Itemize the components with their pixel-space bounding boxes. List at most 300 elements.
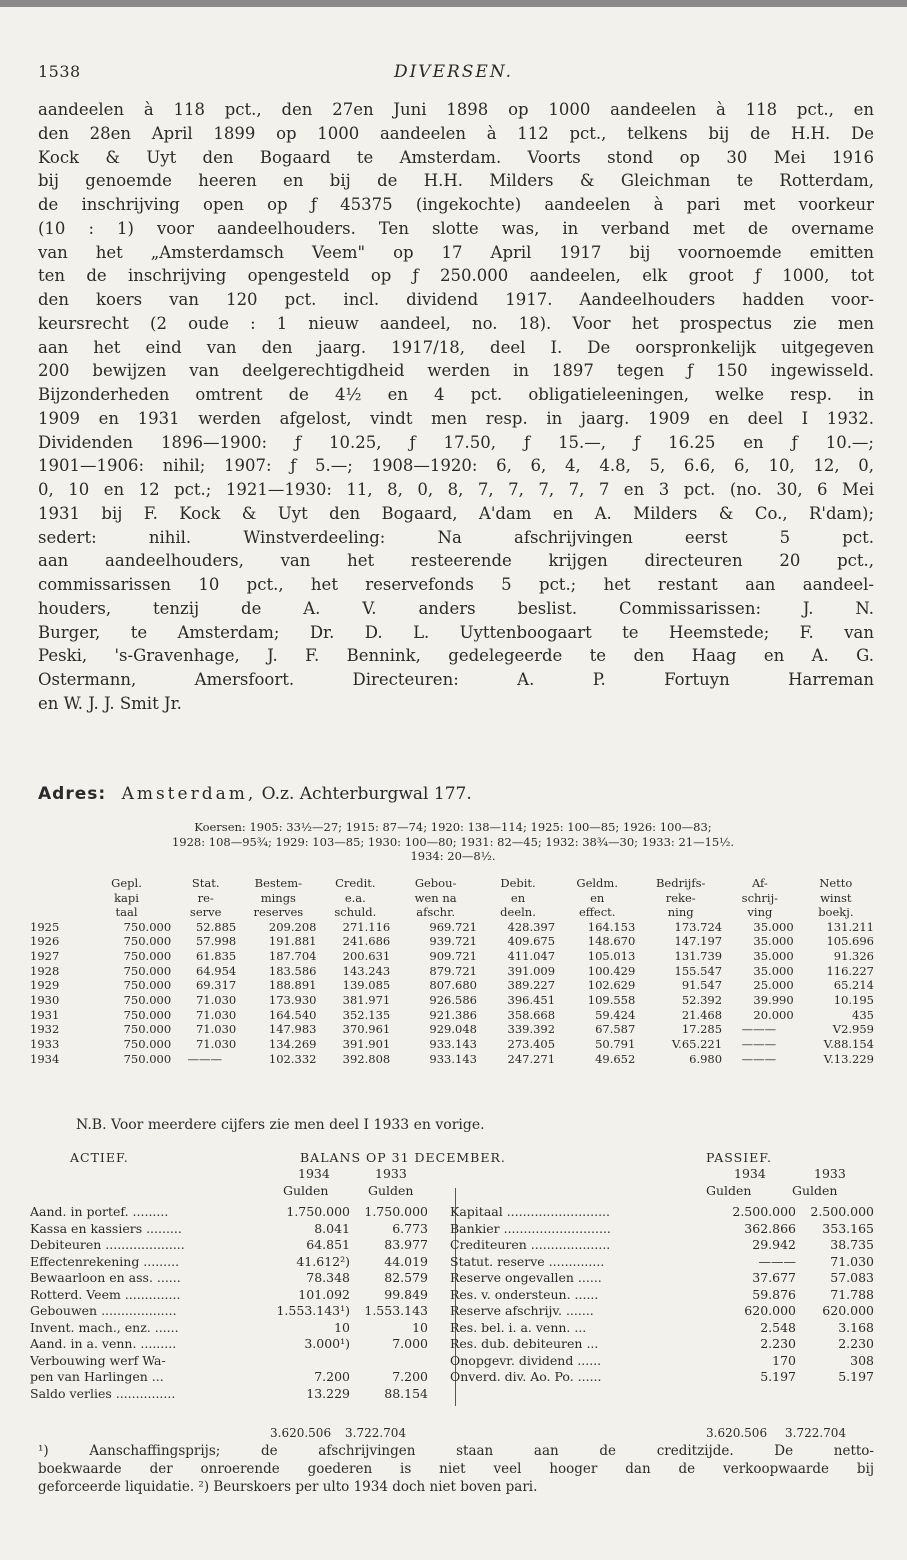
column-header: Stat. xyxy=(191,876,220,890)
value-cell: 71.030 xyxy=(195,993,237,1008)
address-street: O.z. Achterburgwal 177. xyxy=(261,784,472,804)
account-value: 41.612²) xyxy=(296,1253,350,1269)
account-value: 13.229 xyxy=(306,1385,350,1401)
column-header: schuld. xyxy=(334,905,377,919)
value-cell: 435 xyxy=(852,1007,874,1022)
body-line: Bijzonderheden omtrent de 4½ en 4 pct. obligatieleeningen, welke resp. in xyxy=(38,385,874,404)
column-header: Debit. xyxy=(500,876,536,890)
account-value: 620.000 xyxy=(744,1303,796,1318)
value-cell: 409.675 xyxy=(507,934,556,949)
account-value: 82.579 xyxy=(384,1270,428,1285)
value-cell: 148.670 xyxy=(587,934,636,949)
body-line: (10 : 1) voor aandeelhouders. Ten slotte was, in verband met de overname xyxy=(38,218,874,238)
account-value: 99.849 xyxy=(384,1286,428,1302)
passief-row xyxy=(450,1254,876,1271)
actief-row xyxy=(30,1270,440,1287)
value-cell: 173.930 xyxy=(268,993,317,1008)
body-line: keursrecht (2 oude : 1 nieuw aandeel, no. 18). Voor het prospectus zie men xyxy=(38,313,874,333)
body-line: Peski, 's-Gravenhage, J. F. Bennink, gedelegeerde te den Haag en A. G. xyxy=(38,646,874,666)
account-value: 83.977 xyxy=(384,1237,428,1252)
actief-row xyxy=(30,1320,440,1337)
value-cell: 67.587 xyxy=(595,1022,636,1037)
passief-row xyxy=(450,1303,876,1320)
value-cell: 391.009 xyxy=(507,963,556,978)
passief-row xyxy=(450,1369,876,1386)
passief-row xyxy=(450,1237,876,1254)
account-label: Res. dub. debiteuren ... xyxy=(450,1336,599,1351)
footnote-line: boekwaarde der onroerende goederen is niet veel hooger dan de verkoopwaarde bij xyxy=(38,1461,874,1477)
column-header: afschr. xyxy=(416,905,455,919)
account-value: 3.168 xyxy=(838,1319,874,1335)
year-cell: 1926 xyxy=(30,934,60,949)
actief-title: ACTIEF. xyxy=(70,1150,129,1165)
body-line: Kock & Uyt den Bogaard te Amsterdam. Voorts stond op 30 Mei 1916 xyxy=(38,147,874,167)
value-cell: 21.468 xyxy=(681,1007,723,1022)
passief-title: PASSIEF. xyxy=(706,1150,772,1165)
page-number: 1538 xyxy=(38,62,81,81)
column-header: effect. xyxy=(578,905,616,919)
value-cell: 35.000 xyxy=(753,934,794,949)
account-value xyxy=(270,1353,350,1370)
passief-unit-a: Gulden xyxy=(706,1183,752,1198)
account-value: 5.197 xyxy=(838,1369,874,1384)
body-line: bij genoemde heeren en bij de H.H. Milders & Gleichman te Rotterdam, xyxy=(38,171,874,191)
column-header: Gebou- xyxy=(414,876,457,890)
account-label: Invent. mach., enz. ...... xyxy=(30,1319,179,1335)
value-cell: 939.721 xyxy=(429,934,477,949)
financial-table-header xyxy=(30,876,876,920)
account-value: 2.230 xyxy=(760,1336,796,1351)
account-value: 353.165 xyxy=(822,1220,874,1236)
value-cell: 64.954 xyxy=(195,963,237,978)
account-value: 78.348 xyxy=(306,1270,350,1285)
value-cell: 391.901 xyxy=(342,1037,391,1052)
header-row xyxy=(30,876,876,891)
value-cell: 750.000 xyxy=(123,1007,172,1022)
year-cell: 1931 xyxy=(30,1007,60,1022)
column-header: wen na xyxy=(414,890,457,905)
account-label: Verbouwing werf Wa- xyxy=(30,1352,166,1368)
value-cell: 396.451 xyxy=(507,993,556,1008)
value-cell: 116.227 xyxy=(826,963,874,978)
value-cell: 750.000 xyxy=(123,1051,172,1066)
account-value: 7.000 xyxy=(392,1336,428,1351)
year-cell: 1927 xyxy=(30,948,60,963)
value-cell: 191.881 xyxy=(268,934,317,949)
passief-total-a: 3.620.506 xyxy=(706,1426,768,1440)
column-header: ning xyxy=(667,905,694,919)
value-cell: V.88.154 xyxy=(823,1037,874,1052)
column-header: serve xyxy=(189,905,222,919)
body-line: aan aandeelhouders, van het resteerende krijgen directeuren 20 pct., xyxy=(38,551,874,571)
body-line: aan het eind van den jaarg. 1917/18, deel I. De oorspronkelijk uitgegeven xyxy=(38,337,874,357)
account-value: 2.548 xyxy=(760,1319,796,1335)
value-cell: 49.652 xyxy=(595,1051,636,1066)
actief-unit-b: Gulden xyxy=(368,1183,414,1198)
footnote-line: geforceerde liquidatie. ²) Beurskoers per ulto 1934 doch niet boven pari. xyxy=(38,1479,538,1495)
body-paragraph xyxy=(38,98,874,716)
year-cell: 1933 xyxy=(30,1037,60,1052)
account-value: 8.041 xyxy=(314,1220,350,1236)
account-label: Bankier ........................... xyxy=(450,1220,611,1236)
actief-year-a: 1934 xyxy=(298,1166,330,1181)
financial-table xyxy=(30,876,876,1067)
table-row xyxy=(30,949,876,964)
value-cell: 750.000 xyxy=(123,934,172,949)
value-cell: 131.739 xyxy=(674,948,723,963)
value-cell: 392.808 xyxy=(342,1051,391,1066)
table-row xyxy=(30,978,876,993)
account-value: 71.030 xyxy=(830,1253,874,1269)
table-row xyxy=(30,993,876,1008)
value-cell: 807.680 xyxy=(429,978,477,993)
value-cell: 91.547 xyxy=(681,978,723,993)
actief-row xyxy=(30,1237,440,1254)
value-cell: 188.891 xyxy=(268,978,317,993)
value-cell: 926.586 xyxy=(429,993,477,1008)
body-line: Burger, te Amsterdam; Dr. D. L. Uyttenboogaart te Heemstede; F. van xyxy=(38,622,874,642)
account-label: Onverd. div. Ao. Po. ...... xyxy=(450,1369,602,1384)
body-line: 1909 en 1931 werden afgelost, vindt men resp. in jaarg. 1909 en deel I 1932. xyxy=(38,408,874,428)
account-label: Kapitaal .......................... xyxy=(450,1204,610,1219)
account-value: 29.942 xyxy=(752,1237,796,1252)
value-cell: V.13.229 xyxy=(823,1051,874,1066)
actief-row xyxy=(30,1336,440,1353)
account-label: Crediteuren .................... xyxy=(450,1237,611,1252)
account-value: 620.000 xyxy=(822,1303,874,1318)
actief-row xyxy=(30,1303,440,1320)
value-cell: 909.721 xyxy=(429,948,477,963)
column-header: kapi xyxy=(114,890,139,905)
account-value: 362.866 xyxy=(744,1220,796,1236)
account-value: 88.154 xyxy=(384,1385,428,1401)
actief-row xyxy=(30,1287,440,1304)
column-header: reke- xyxy=(665,890,696,905)
table-row xyxy=(30,964,876,979)
value-cell: ——— xyxy=(741,1051,777,1066)
value-cell: 933.143 xyxy=(429,1037,477,1052)
passief-year-a: 1934 xyxy=(734,1166,766,1181)
table-row xyxy=(30,1022,876,1037)
value-cell: 52.392 xyxy=(681,993,723,1008)
body-line: sedert: nihil. Winstverdeeling: Na afschrijvingen eerst 5 pct. xyxy=(38,527,874,547)
account-value: 2.500.000 xyxy=(732,1204,796,1219)
value-cell: 102.629 xyxy=(587,978,636,993)
value-cell: 352.135 xyxy=(342,1007,391,1022)
column-header: e.a. xyxy=(344,890,366,905)
value-cell: 57.998 xyxy=(195,934,237,949)
column-header: taal xyxy=(115,905,138,919)
account-value: 6.773 xyxy=(392,1220,428,1236)
actief-column xyxy=(30,1204,440,1402)
passief-row xyxy=(450,1336,876,1353)
value-cell: 71.030 xyxy=(195,1007,237,1022)
account-value: 2.230 xyxy=(838,1336,874,1351)
value-cell: 247.271 xyxy=(507,1051,556,1066)
value-cell: 879.721 xyxy=(429,963,477,978)
header-row xyxy=(30,891,876,906)
value-cell: 143.243 xyxy=(342,963,391,978)
account-value: 308 xyxy=(850,1352,874,1368)
account-value: 44.019 xyxy=(384,1253,428,1269)
account-value: 7.200 xyxy=(392,1369,428,1384)
actief-unit-a: Gulden xyxy=(283,1183,329,1198)
actief-total-b: 3.722.704 xyxy=(345,1426,407,1440)
value-cell: 750.000 xyxy=(123,1022,172,1037)
value-cell: V.65.221 xyxy=(671,1037,723,1052)
value-cell: 339.392 xyxy=(507,1022,556,1037)
account-label: Reserve afschrijv. ....... xyxy=(450,1303,594,1318)
value-cell: ——— xyxy=(741,1022,777,1037)
value-cell: 61.835 xyxy=(195,948,237,963)
value-cell: 20.000 xyxy=(753,1007,794,1022)
value-cell: 750.000 xyxy=(123,919,172,934)
table-row xyxy=(30,1052,876,1067)
value-cell: 389.227 xyxy=(507,978,556,993)
actief-year-b: 1933 xyxy=(375,1166,407,1181)
column-header: Bedrijfs- xyxy=(655,876,706,890)
address-line xyxy=(38,784,472,804)
value-cell: 929.048 xyxy=(429,1022,477,1037)
value-cell: 750.000 xyxy=(123,963,172,978)
value-cell: 750.000 xyxy=(123,978,172,993)
value-cell: 35.000 xyxy=(753,919,794,934)
value-cell: 209.208 xyxy=(268,919,317,934)
value-cell: 50.791 xyxy=(595,1037,636,1052)
value-cell: 65.214 xyxy=(833,978,874,993)
table-row xyxy=(30,1037,876,1052)
account-label: pen van Harlingen ... xyxy=(30,1369,164,1384)
body-line: ten de inschrijving opengesteld op ƒ 250.000 aandeelen, elk groot ƒ 1000, tot xyxy=(38,266,874,286)
year-cell: 1929 xyxy=(30,978,60,993)
actief-total-a: 3.620.506 xyxy=(270,1426,332,1440)
value-cell: 105.013 xyxy=(587,948,636,963)
value-cell: 91.326 xyxy=(833,948,874,963)
column-header: Geldm. xyxy=(576,876,618,890)
passief-row xyxy=(450,1287,876,1304)
account-label: Effectenrekening ......... xyxy=(30,1253,180,1269)
column-header: winst xyxy=(820,890,852,905)
year-cell: 1928 xyxy=(30,963,60,978)
column-header: mings xyxy=(260,890,296,905)
value-cell: 131.211 xyxy=(826,919,874,934)
account-label: Bewaarloon en ass. ...... xyxy=(30,1270,181,1285)
value-cell: 59.424 xyxy=(595,1007,636,1022)
account-value: 71.788 xyxy=(830,1286,874,1302)
account-value: 170 xyxy=(772,1352,796,1368)
value-cell: 921.386 xyxy=(429,1007,477,1022)
account-label: Statut. reserve .............. xyxy=(450,1253,605,1269)
value-cell: 105.696 xyxy=(826,934,874,949)
value-cell: 173.724 xyxy=(674,919,723,934)
body-line: den koers van 120 pct. incl. dividend 1917. Aandeelhouders hadden voor- xyxy=(38,290,874,309)
passief-row xyxy=(450,1320,876,1337)
value-cell: 358.668 xyxy=(507,1007,556,1022)
actief-row xyxy=(30,1221,440,1238)
value-cell: ——— xyxy=(187,1051,222,1066)
column-header: schrij- xyxy=(741,890,779,905)
value-cell: 39.990 xyxy=(753,993,794,1008)
value-cell: 52.885 xyxy=(195,919,237,934)
top-edge-bar xyxy=(0,0,907,7)
footnotes xyxy=(38,1442,874,1496)
value-cell: 109.558 xyxy=(587,993,636,1008)
year-cell: 1925 xyxy=(30,919,60,934)
value-cell: 71.030 xyxy=(195,1022,237,1037)
passief-row xyxy=(450,1270,876,1287)
value-cell: 750.000 xyxy=(123,993,172,1008)
value-cell: 411.047 xyxy=(507,948,556,963)
body-line: 1901—1906: nihil; 1907: ƒ 5.—; 1908—1920: 6, 6, 4, 4.8, 5, 6.6, 6, 10, 12, 0, xyxy=(38,456,874,476)
body-line: den 28en April 1899 op 1000 aandeelen à 112 pct., telkens bij de H.H. De xyxy=(38,123,874,143)
value-cell: 147.983 xyxy=(268,1022,317,1037)
passief-unit-b: Gulden xyxy=(792,1183,838,1198)
financial-table-body xyxy=(30,920,876,1067)
account-label: Reserve ongevallen ...... xyxy=(450,1270,602,1285)
column-header: boekj. xyxy=(818,905,854,919)
value-cell: 969.721 xyxy=(429,919,477,934)
value-cell: 241.686 xyxy=(342,934,391,949)
account-label: Saldo verlies ............... xyxy=(30,1385,176,1401)
year-cell: 1934 xyxy=(30,1051,60,1066)
value-cell: 428.397 xyxy=(507,919,556,934)
account-value: 59.876 xyxy=(752,1286,796,1302)
account-value: 2.500.000 xyxy=(810,1204,874,1219)
value-cell: 6.980 xyxy=(689,1051,723,1066)
body-line: en W. J. J. Smit Jr. xyxy=(38,693,182,713)
value-cell: 273.405 xyxy=(507,1037,556,1052)
body-line: Ostermann, Amersfoort. Directeuren: A. P. Fortuyn Harreman xyxy=(38,670,874,689)
value-cell: V2.959 xyxy=(832,1022,874,1037)
table-row xyxy=(30,934,876,949)
account-label: Kassa en kassiers ......... xyxy=(30,1220,182,1236)
value-cell: 164.540 xyxy=(268,1007,317,1022)
body-line: 200 bewijzen van deelgerechtigdheid werden in 1897 tegen ƒ 150 ingewisseld. xyxy=(38,361,874,381)
account-value xyxy=(350,1353,428,1370)
account-value: ——— xyxy=(758,1253,796,1269)
value-cell: 187.704 xyxy=(268,948,317,963)
account-label: Aand. in a. venn. ......... xyxy=(30,1336,177,1351)
column-header xyxy=(30,905,80,920)
value-cell: 381.971 xyxy=(342,993,391,1008)
share-price-history xyxy=(30,820,876,864)
year-cell: 1930 xyxy=(30,993,60,1008)
value-cell: 69.317 xyxy=(195,978,237,993)
actief-row xyxy=(30,1204,440,1221)
column-header: en xyxy=(590,890,605,905)
column-header: Credit. xyxy=(335,876,376,890)
account-value: 101.092 xyxy=(298,1286,350,1302)
value-cell: 271.116 xyxy=(342,919,391,934)
column-header: deeln. xyxy=(500,905,536,919)
address-city: Amsterdam, xyxy=(121,784,257,804)
value-cell: 17.285 xyxy=(681,1022,723,1037)
nb-note: N.B. Voor meerdere cijfers zie men deel I 1933 en vorige. xyxy=(76,1117,485,1133)
column-header: Bestem- xyxy=(254,876,303,890)
column-header: ving xyxy=(747,905,773,919)
value-cell: 155.547 xyxy=(674,963,723,978)
account-value: 5.197 xyxy=(760,1369,796,1384)
account-label: Rotterd. Veem .............. xyxy=(30,1286,181,1302)
value-cell: 100.429 xyxy=(587,963,636,978)
value-cell: 147.197 xyxy=(674,934,723,949)
passief-row xyxy=(450,1204,876,1221)
value-cell: 183.586 xyxy=(268,963,317,978)
value-cell: 134.269 xyxy=(268,1037,317,1052)
account-value: 10 xyxy=(412,1319,428,1335)
account-label: Aand. in portef. ......... xyxy=(30,1204,169,1219)
value-cell: 200.631 xyxy=(342,948,391,963)
body-line: de inschrijving open op ƒ 45375 (ingekochte) aandeelen à pari met voorkeur xyxy=(38,195,874,214)
account-value: 1.750.000 xyxy=(286,1204,350,1219)
passief-row xyxy=(450,1353,876,1370)
column-header: en xyxy=(510,890,526,905)
passief-total-b: 3.722.704 xyxy=(785,1426,847,1440)
value-cell: 102.332 xyxy=(268,1051,317,1066)
balance-sheet xyxy=(30,1150,876,1401)
account-label: Res. bel. i. a. venn. ... xyxy=(450,1319,587,1335)
value-cell: 750.000 xyxy=(123,1037,172,1052)
body-line: commissarissen 10 pct., het reservefonds 5 pct.; het restant aan aandeel- xyxy=(38,575,874,594)
value-cell: 71.030 xyxy=(195,1037,237,1052)
account-value: 3.000¹) xyxy=(304,1336,350,1351)
account-label: Gebouwen ................... xyxy=(30,1303,177,1318)
account-value: 10 xyxy=(334,1319,350,1335)
account-label: Res. v. ondersteun. ...... xyxy=(450,1286,599,1302)
value-cell: ——— xyxy=(741,1037,777,1052)
body-line: aandeelen à 118 pct., den 27en Juni 1898 op 1000 aandeelen à 118 pct., en xyxy=(38,100,874,119)
account-value: 1.553.143¹) xyxy=(276,1303,350,1318)
value-cell: 10.195 xyxy=(833,993,874,1008)
account-label: Onopgevr. dividend ...... xyxy=(450,1352,602,1368)
value-cell: 750.000 xyxy=(123,948,172,963)
price-line: 1928: 108—95¾; 1929: 103—85; 1930: 100—80; 1931: 82—45; 1932: 38¾—30; 1933: 21—15½. xyxy=(171,834,735,849)
value-cell: 25.000 xyxy=(753,978,794,993)
account-label: Debiteuren .................... xyxy=(30,1237,185,1252)
price-line: 1934: 20—8½. xyxy=(410,849,496,863)
running-title: DIVERSEN. xyxy=(393,62,514,82)
account-value: 7.200 xyxy=(314,1369,350,1384)
column-header xyxy=(30,876,80,891)
column-header: reserves xyxy=(253,905,304,919)
value-cell: 139.085 xyxy=(342,978,391,993)
passief-column xyxy=(450,1204,876,1386)
body-line: van het „Amsterdamsch Veem" op 17 April 1917 bij voornoemde emitten xyxy=(38,242,874,262)
value-cell: 35.000 xyxy=(753,948,794,963)
balance-title: BALANS OP 31 DECEMBER. xyxy=(300,1150,506,1165)
account-value: 1.750.000 xyxy=(364,1204,428,1219)
header-row xyxy=(30,905,876,920)
column-header xyxy=(30,891,80,906)
value-cell: 35.000 xyxy=(753,963,794,978)
address-label: Adres: xyxy=(38,784,107,804)
body-line: houders, tenzij de A. V. anders beslist. Commissarissen: J. N. xyxy=(38,598,874,618)
account-value: 1.553.143 xyxy=(364,1303,428,1318)
value-cell: 933.143 xyxy=(429,1051,477,1066)
table-row xyxy=(30,1008,876,1023)
actief-row xyxy=(30,1386,440,1403)
account-value: 37.677 xyxy=(752,1270,796,1285)
footnote-line: ¹) Aanschaffingsprijs; de afschrijvingen staan aan de creditzijde. De netto- xyxy=(38,1443,874,1459)
price-line: Koersen: 1905: 33½—27; 1915: 87—74; 1920: 138—114; 1925: 100—85; 1926: 100—83; xyxy=(194,820,712,834)
column-header: re- xyxy=(197,890,214,905)
body-line: Dividenden 1896—1900: ƒ 10.25, ƒ 17.50, ƒ 15.—, ƒ 16.25 en ƒ 10.—; xyxy=(38,432,874,452)
column-header: Af- xyxy=(751,876,768,890)
column-header: Gepl. xyxy=(111,876,142,890)
body-line: 1931 bij F. Kock & Uyt den Bogaard, A'dam en A. Milders & Co., R'dam); xyxy=(38,503,874,523)
table-row xyxy=(30,920,876,935)
value-cell: 370.961 xyxy=(342,1022,391,1037)
